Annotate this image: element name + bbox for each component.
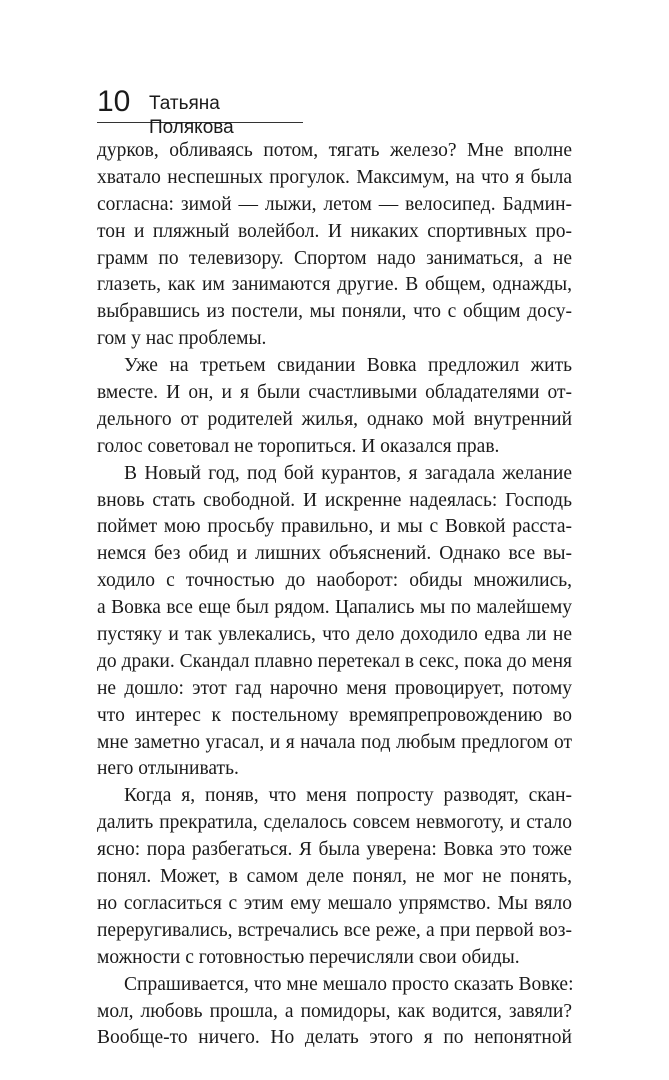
paragraph (97, 972, 572, 1053)
text-line: поймет мою просьбу правильно, и мы с Вовкой расста- (97, 516, 572, 538)
text-line: понял. Может, в самом деле понял, не мог не понять, (97, 866, 572, 888)
text-line: Вообще-то ничего. Но делать этого я по непонятной (97, 1027, 572, 1049)
text-line: В Новый год, под бой курантов, я загадала желание (124, 462, 572, 484)
text-line: голос советовал не торопиться. И оказался прав. (97, 435, 500, 457)
paragraph (97, 138, 572, 353)
text-line: далить прекратила, сделалось совсем невмоготу, и стало (97, 812, 572, 834)
paragraph (97, 783, 572, 971)
running-header-author: Татьяна Полякова (149, 93, 234, 138)
text-line: не дошло: этот гад нарочно меня провоцирует, потому (97, 677, 572, 699)
text-line: глазеть, как им занимаются другие. В общем, однажды, (97, 274, 572, 296)
text-line: дельного от родителей жилья, однако мой внутренний (97, 408, 572, 430)
text-line: что интерес к постельному времяпрепровождению во (97, 704, 572, 726)
text-line: выбравшись из постели, мы поняли, что с общим досу- (97, 301, 572, 323)
text-line: до драки. Скандал плавно перетекал в секс, пока до меня (97, 650, 572, 672)
text-line: пустяку и так увлекались, что дело доходило едва ли не (97, 624, 572, 646)
text-line: а Вовка все еще был рядом. Цапались мы по малейшему (97, 597, 572, 619)
text-line: мол, любовь прошла, а помидоры, как водится, завяли? (97, 1000, 572, 1022)
text-line: Когда я, поняв, что меня попросту разводят, скан- (124, 785, 572, 807)
text-line: хватало неспешных прогулок. Максимум, на что я была (97, 166, 572, 188)
text-line: можности с готовностью перечисляли свои обиды. (97, 946, 520, 968)
text-line: ясно: пора разбегаться. Я была уверена: Вовка это тоже (97, 839, 572, 861)
text-line: переругивались, встречались все реже, а при первой воз- (97, 919, 572, 941)
text-line: ходило с точностью до наоборот: обиды множились, (97, 570, 572, 592)
body-text (97, 138, 572, 1052)
paragraph (97, 461, 572, 784)
text-line: вместе. И он, и я были счастливыми обладателями от- (97, 382, 572, 404)
text-line: согласна: зимой — лыжи, летом — велосипед. Бадмин- (97, 193, 572, 215)
text-line: дурков, обливаясь потом, тягать железо? Мне вполне (97, 140, 572, 161)
paragraph (97, 353, 572, 461)
text-line: Уже на третьем свидании Вовка предложил жить (124, 355, 572, 377)
text-line: но согласиться с этим ему мешало упрямство. Мы вяло (97, 892, 572, 914)
text-line: мне заметно угасал, и я начала под любым предлогом от (97, 731, 572, 753)
text-line: него отлынивать. (97, 758, 239, 780)
text-line: Спрашивается, что мне мешало просто сказать Вовке: (124, 973, 574, 995)
running-header (97, 84, 303, 138)
text-line: гом у нас проблемы. (97, 328, 267, 350)
text-line: тон и пляжный волейбол. И никаких спортивных про- (97, 220, 572, 242)
page-number: 10 (97, 85, 131, 118)
text-line: немся без обид и лишних объяснений. Однако все вы- (97, 543, 572, 565)
text-line: грамм по телевизору. Спортом надо заниматься, а не (97, 247, 572, 269)
text-line: вновь стать свободной. И искренне надеялась: Господь (97, 489, 572, 511)
